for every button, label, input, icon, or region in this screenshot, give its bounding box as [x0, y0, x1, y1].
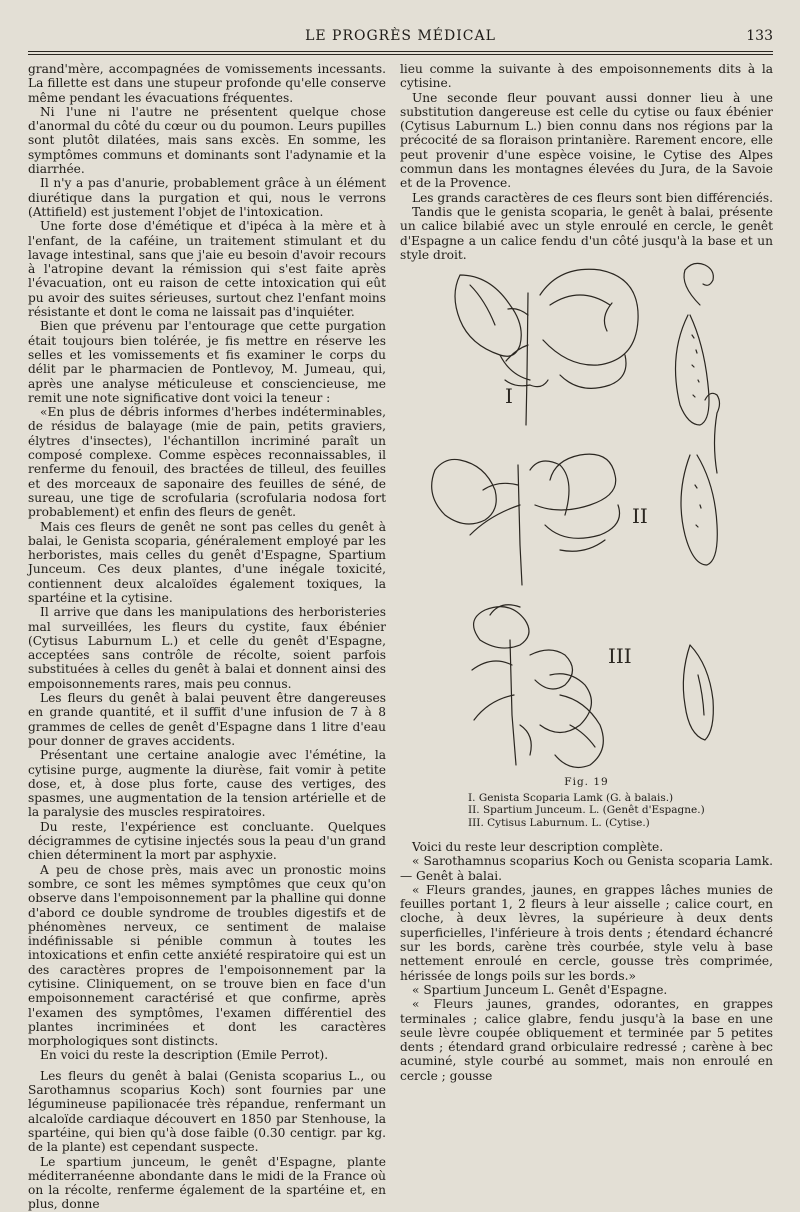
paragraph: Il arrive que dans les manipulations des herboristeries mal surveillées, les fleurs du cystite, faux ébénier (Cytisus Laburnum L.) et celle du genêt d'Espagne, acceptées sans contrôle de récolte, soient parfois substituées à celles du genêt à balai et donnent ainsi des empoisonnements rares, mais peu connus. — [28, 605, 386, 691]
page-header — [28, 28, 773, 50]
figure-label-ii: II — [632, 504, 648, 528]
left-column — [28, 62, 386, 1212]
paragraph: Tandis que le genista scoparia, le genêt à balai, présente un calice bilabié avec un style enroulé en cercle, le genêt d'Espagne a un calice fendu d'un côté jusqu'à la base et un style droit. — [400, 204, 773, 262]
botanical-figure — [400, 255, 773, 775]
paragraph: A peu de chose près, mais avec un pronostic moins sombre, ce sont les mêmes symptômes que ceux qu'on observe dans l'empoisonnement par la phalline qui donne d'abord ce double syndrome de troubles digestifs et de phénomènes nerveux, ce sentiment de malaise indéfinissable si pénible commun à toutes les intoxications et enfin cette anxiété respiratoire qui est un des caractères propres de l'empoisonnement par la cytisine. Cliniquement, on se trouve bien en face d'un empoisonnement caractérisé et que confirme, après l'examen des symptômes, l'examen différentiel des plantes incriminées et dont les caractères morphologiques sont distincts. — [28, 862, 386, 1049]
caption-line: I. Genista Scoparia Lamk (G. à balais.) — [468, 791, 674, 804]
paragraph: « Spartium Junceum L. Genêt d'Espagne. — [412, 982, 668, 997]
right-column-bottom — [400, 840, 773, 1083]
paragraph: Les grands caractères de ces fleurs sont bien différenciés. — [412, 190, 773, 205]
pod-ii-drawing — [681, 393, 720, 565]
paragraph: Présentant une certaine analogie avec l'émétine, la cytisine purge, augmente la diurèse, fait vomir à petite dose, et, à dose plus forte, cause des vertiges, des spasmes, une augmentation de la tension artérielle et de la paralysie des muscles respiratoires. — [28, 748, 386, 820]
paragraph: Une seconde fleur pouvant aussi donner lieu à une substitution dangereuse est celle du cytise ou faux ébénier (Cytisus Laburnum L.) bien connu dans nos régions par la précocité de sa floraison printanière. Rarement encore, elle peut provenir d'une espèce voisine, le Cytise des Alpes commun dans les montagnes élevées du Jura, de la Savoie et de la Provence. — [400, 90, 773, 191]
paragraph: Voici du reste leur description complète. — [412, 840, 664, 854]
paragraph: « Sarothamnus scoparius Koch ou Genista scoparia Lamk.— Genêt à balai. — [400, 854, 773, 883]
flower-iii-drawing — [472, 605, 603, 768]
paragraph: « Fleurs jaunes, grandes, odorantes, en grappes terminales ; calice glabre, fendu jusqu'à la base en une seule lèvre coupée obliquement et terminée par 5 petites dents ; étendard grand orbiculaire redressé ; carène à bec acuminé, style courbé au sommet, mais non enroulé en cercle ; gousse — [400, 997, 773, 1083]
pod-iii-drawing — [683, 645, 713, 740]
paragraph: Bien que prévenu par l'entourage que cette purgation était toujours bien tolérée, je fis mettre en réserve les selles et les vomissements et fis examiner le corps du délit par le pharmacien de Pontlevoy, M. Jumeau, qui, après une analyse méticuleuse et consciencieuse, me remit une note significative dont voici la teneur : — [28, 319, 386, 405]
caption-line: III. Cytisus Laburnum. L. (Cytise.) — [468, 816, 650, 829]
header-rule-bottom — [28, 54, 773, 55]
pod-i-drawing — [676, 263, 714, 425]
figure-label-iii: III — [608, 644, 632, 668]
right-column-top — [400, 62, 773, 262]
caption-line: II. Spartium Junceum. L. (Genêt d'Espagne.) — [468, 804, 705, 816]
paragraph: Il n'y a pas d'anurie, probablement grâce à un élément diurétique dans la purgation et qui, nous le verrons (Attifield) est justement l'objet de l'intoxication. — [28, 176, 386, 219]
paragraph: grand'mère, accompagnées de vomissements incessants. La fillette est dans une stupeur profonde qu'elle conserve même pendant les évacuations fréquentes. — [28, 62, 386, 105]
flower-illustration — [400, 255, 773, 775]
figure-number: Fig. 19 — [564, 776, 609, 788]
figure-caption — [400, 776, 773, 829]
paragraph: En voici du reste la description (Emile Perrot). — [40, 1048, 329, 1063]
paragraph: Du reste, l'expérience est concluante. Quelques décigrammes de cytisine injectés sous la peau d'un grand chien déterminent la mort par asphyxie. — [28, 819, 386, 863]
page-number: 133 — [746, 28, 773, 44]
paragraph: Mais ces fleurs de genêt ne sont pas celles du genêt à balai, le Genista scoparia, généralement employé par les herboristes, mais celles du genêt d'Espagne, Spartium Junceum. Ces deux plantes, d'une inégale toxicité, contiennent deux alcaloïdes également toxiques, la spartéine et la cytisine. — [28, 519, 386, 605]
figure-label-i: I — [505, 384, 513, 408]
paragraph: Les fleurs du genêt à balai (Genista scoparius L., ou Sarothamnus scoparius Koch) sont fournies par une légumineuse papilionacée très répandue, renfermant un alcaloïde cardiaque découvert en 1850 par Stenhouse, la spartéine, qui bien qu'à dose faible (0.30 centigr. par kg. de la plante) est cependant suspecte. — [28, 1068, 386, 1155]
paragraph: Le spartium junceum, le genêt d'Espagne, plante méditerranéenne abondante dans le midi de la France où on la récolte, renferme également de la spartéine et, en plus, donne — [28, 1154, 386, 1212]
paragraph: Une forte dose d'émétique et d'ipéca à la mère et à l'enfant, de la caféine, un traitement stimulant et du lavage intestinal, sans que j'aie eu besoin d'avoir recours à l'atropine devant la rémission qui s'est faite après l'évacuation, ont eu raison de cette intoxication qui eût pu avoir des suites sérieuses, surtout chez l'enfant moins résistante et dont le coma ne laissait pas d'inquiéter. — [28, 219, 386, 320]
journal-title: LE PROGRÈS MÉDICAL — [305, 28, 496, 44]
paragraph: Les fleurs du genêt à balai peuvent être dangereuses en grande quantité, et il suffit d'une infusion de 7 à 8 grammes de celles de genêt d'Espagne dans 1 litre d'eau pour donner de graves accidents. — [28, 691, 386, 748]
flower-i-drawing — [455, 269, 638, 425]
paragraph: «En plus de débris informes d'herbes indéterminables, de résidus de balayage (mie de pain, petits graviers, élytres d'insectes), l'échantillon incriminé paraît un composé complexe. Comme espèces reconnaissables, il renferme du fenouil, des bractées de tilleul, des feuilles et des morceaux de saponaire des feuilles de séné, de sureau, une tige de scrofularia (scrofularia nodosa fort probablement) et enfin des fleurs de genêt. — [28, 405, 386, 520]
paragraph: Ni l'une ni l'autre ne présentent quelque chose d'anormal du côté du cœur ou du poumon. Leurs pupilles sont plutôt dilatées, mais sans excès. En somme, les symptômes communs et dominants sont l'adynamie et la diarrhée. — [28, 104, 386, 177]
paragraph: lieu comme la suivante à des empoisonnements dits à la cytisine. — [400, 62, 773, 91]
flower-ii-drawing — [432, 454, 620, 585]
paragraph: « Fleurs grandes, jaunes, en grappes lâches munies de feuilles portant 1, 2 fleurs à leur aisselle ; calice court, en cloche, à deux lèvres, la supérieure à deux dents superficielles, l'inférieure à trois dents ; étendard échancré sur les bords, carène très courbée, style velu à base nettement enroulé en cercle, gousse très comprimée, hérissée de longs poils sur les bords.» — [400, 882, 773, 983]
header-rule-top — [28, 51, 773, 52]
